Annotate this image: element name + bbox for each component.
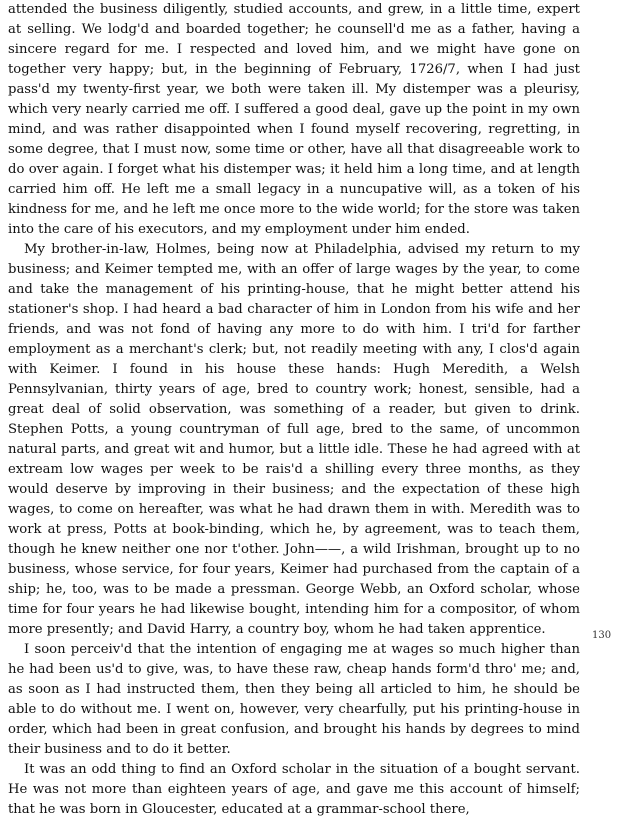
paragraph-2: My brother-in-law, Holmes, being now at Philadelphia, advised my return to my business; and Keimer tempted me, with an offer of large wages by the year, to come and take the management of his printing-house, that he might better attend his stationer's shop. I had heard a bad character of him in London from his wife and her friends, and was not fond of having any more to do with him. I tri'd for farther employment as a merchant's clerk; but, not readily meeting with any, I clos'd again with Keimer. I found in his house these hands: Hugh Meredith, a Welsh Pennsylvanian, thirty years of age, bred to country work; honest, sensible, had a great deal of solid observation, was something of a reader, but given to drink. Stephen Potts, a young countryman of full age, bred to the same, of uncommon natural parts, and great wit and humor, but a little idle. These he had agreed with at extream low wages per week to be rais'd a shilling every three months, as they would deserve by improving in their business; and the expectation of these high wages, to come on hereafter, was what he had drawn them in with. Meredith was to work at press, Potts at book-binding, which he, by agreement, was to teach them, though he knew neither one nor t'other. John——, a wild Irishman, brought up to no business, whose service, for four years, Keimer had purchased from the captain of a ship; he, too, was to be made a pressman. George Webb, an Oxford scholar, whose time for four years he had likewise bought, intending him for a compositor, of whom more presently; and David Harry, a country boy, whom he had taken apprentice. — [8, 242, 580, 637]
page-number: 130 — [592, 630, 612, 641]
paragraph-3: I soon perceiv'd that the intention of engaging me at wages so much higher than he had been us'd to give, was, to have these raw, cheap hands form'd thro' me; and, as soon as I had instructed them, then they being all articled to him, he should be able to do without me. I went on, however, very chearfully, put his printing-house in order, which had been in great confusion, and brought his hands by degrees to mind their business and to do it better. — [8, 642, 580, 757]
paragraph-1: attended the business diligently, studied accounts, and grew, in a little time, expert at selling. We lodg'd and boarded together; he counsell'd me as a father, having a sincere regard for me. I respected and loved him, and we might have gone on together very happy; but, in the beginning of February, 1726/7, when I had just pass'd my twenty-first year, we both were taken ill. My distemper was a pleurisy, which very nearly carried me off. I suffered a good deal, gave up the point in my own mind, and was rather disappointed when I found myself recovering, regretting, in some degree, that I must now, some time or other, have all that disagreeable work to do over again. I forget what his distemper was; it held him a long time, and at length carried him off. He left me a small legacy in a nuncupative will, as a token of his kindness for me, and he left me once more to the wide world; for the store was taken into the care of his executors, and my employment under him ended. — [8, 2, 580, 237]
page-body — [8, 0, 580, 820]
paragraph-4: It was an odd thing to find an Oxford scholar in the situation of a bought servant. He was not more than eighteen years of age, and gave me this account of himself; that he was born in Gloucester, educated at a grammar-school there, — [8, 762, 580, 817]
